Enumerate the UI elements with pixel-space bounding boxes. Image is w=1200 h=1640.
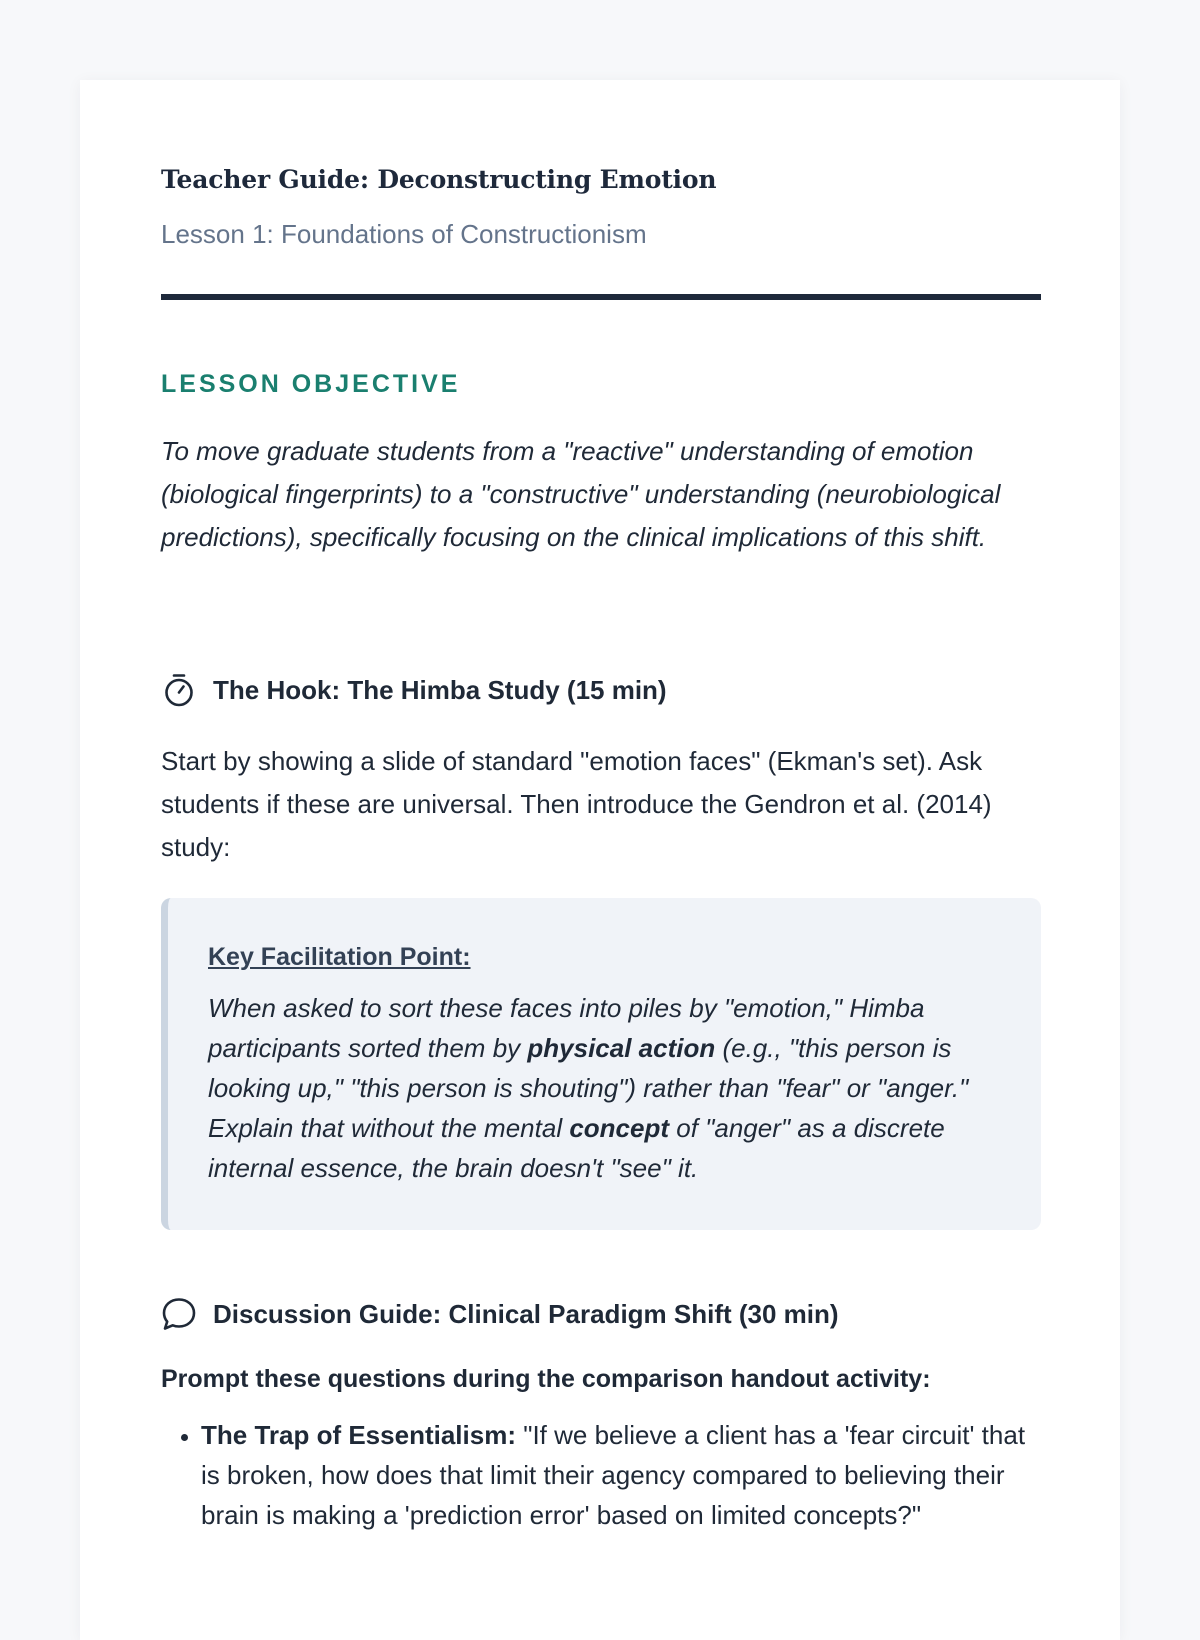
header-divider	[161, 294, 1041, 300]
document-card	[80, 80, 1120, 1640]
objective-text: To move graduate students from a "reactive" understanding of emotion (biological fingerprints) to a "constructive" understanding (neurobiological predictions), specifically focusing on the clinical implications of this shift.	[161, 436, 1001, 552]
callout-emphasis-concept: concept	[569, 1113, 670, 1143]
callout-body	[208, 988, 1001, 1188]
stopwatch-icon	[161, 672, 197, 708]
hook-text: Start by showing a slide of standard "emotion faces" (Ekman's set). Ask students if these are universal. Then introduce the Gendron et al. (2014) study:	[161, 746, 992, 862]
document-subtitle: Lesson 1: Foundations of Constructionism	[161, 219, 647, 249]
callout-text-part2: (e.g., "this person is looking up," "this person is shouting") rather than "fear" or "anger." Explain that without the mental	[208, 1033, 969, 1143]
hook-heading	[161, 672, 667, 708]
document-title: Teacher Guide: Deconstructing Emotion	[161, 165, 717, 194]
discussion-question-list	[161, 1415, 1041, 1535]
callout-title: Key Facilitation Point:	[208, 943, 471, 971]
speech-bubble-icon	[161, 1296, 197, 1332]
callout-text-part3: of "anger" as a discrete internal essence, the brain doesn't "see" it.	[208, 1113, 945, 1183]
question-text: "If we believe a client has a 'fear circuit' that is broken, how does that limit their agency compared to believing their brain is making a 'prediction error' based on limited concepts?"	[201, 1420, 1026, 1530]
callout-text-part1: When asked to sort these faces into piles by "emotion," Himba participants sorted them by	[208, 993, 925, 1063]
list-item	[201, 1415, 1041, 1535]
question-term: The Trap of Essentialism:	[201, 1420, 516, 1450]
discussion-heading	[161, 1296, 839, 1332]
discussion-prompt: Prompt these questions during the comparison handout activity:	[161, 1365, 931, 1393]
discussion-heading-text: Discussion Guide: Clinical Paradigm Shift (30 min)	[213, 1298, 839, 1329]
facilitation-callout	[161, 898, 1041, 1230]
objective-label: LESSON OBJECTIVE	[161, 370, 461, 398]
callout-emphasis-physical-action: physical action	[527, 1033, 716, 1063]
hook-heading-text: The Hook: The Himba Study (15 min)	[213, 674, 667, 705]
